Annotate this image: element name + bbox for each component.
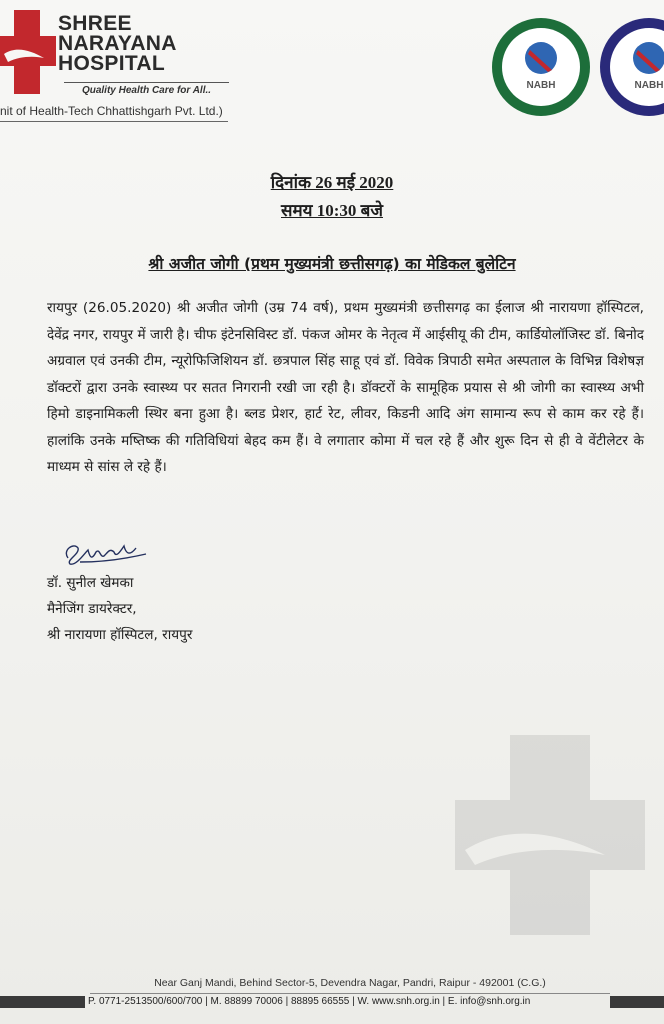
badge-label: NABH — [634, 80, 664, 91]
hospital-name-line-3: HOSPITAL — [58, 52, 166, 75]
signatory-organization: श्री नारायणा हॉस्पिटल, रायपुर — [47, 627, 193, 643]
bulletin-subject: श्री अजीत जोगी (प्रथम मुख्यमंत्री छत्तीसगढ़) का मेडिकल बुलेटिन — [148, 255, 516, 273]
hospital-name — [58, 14, 177, 74]
hospital-name-line-1: SHREE — [58, 12, 132, 35]
company-unit-line: nit of Health-Tech Chhattishgarh Pvt. Ltd.) — [0, 104, 223, 118]
cross-watermark-icon — [455, 735, 645, 935]
hospital-cross-logo — [0, 10, 56, 94]
hospital-name-line-2: NARAYANA — [58, 32, 177, 55]
footer-bar-left — [0, 996, 85, 1008]
bulletin-body: रायपुर (26.05.2020) श्री अजीत जोगी (उम्र 74 वर्ष), प्रथम मुख्यमंत्री छत्तीसगढ़ का ईलाज श्री नारायणा हॉस्पिटल, देवेंद्र नगर, रायपुर में जारी है। चीफ इंटेनसिविस्ट डॉ. पंकज ओमर के नेतृत्व में आईसीयू की टीम, कार्डियोलॉजिस्ट डॉ. बिनोद अग्रवाल एवं उनकी टीम, न्यूरोफिजिशियन डॉ. छत्रपाल सिंह साहू एवं डॉ. विवेक त्रिपाठी समेत अस्पताल के विभिन्न विशेषज्ञ डॉक्टरों द्वारा उनके स्वास्थ्य पर सतत निगरानी रखी जा रही है। डॉक्टरों के सामूहिक प्रयास से श्री जोगी का स्वास्थ्य अभी हिमो डाइनामिकली स्थिर बना हुआ है। ब्लड प्रेशर, हार्ट रेट, लीवर, किडनी आदि अंग सामान्य रूप से काम कर रहे हैं। हालांकि उनके मष्तिष्क की गतिविधियां बेहद कम हैं। वे लगातार कोमा में चल रहे हैं और शुरू दिन से ही वे वेंटीलेटर के माध्यम से सांस ले रहे हैं। — [47, 300, 644, 475]
footer-bar-right — [610, 996, 664, 1008]
badge-label: NABH — [526, 80, 556, 91]
footer-contact: P. 0771-2513500/600/700 | M. 88899 70006 | 88895 66555 | W. www.snh.org.in | E. info@snh.org.in — [88, 996, 531, 1007]
nabh-entry-level-badge — [600, 18, 664, 116]
medical-emblem-icon — [502, 28, 580, 78]
medical-emblem-icon — [610, 28, 664, 78]
bulletin-date: दिनांक 26 मई 2020 — [270, 173, 394, 192]
bulletin-time: समय 10:30 बजे — [281, 201, 383, 220]
footer-divider — [90, 993, 610, 994]
signatory-name: डॉ. सुनील खेमका — [47, 575, 134, 591]
hospital-tagline: Quality Health Care for All.. — [64, 82, 229, 98]
signatory-designation: मैनेजिंग डायरेक्टर, — [47, 601, 137, 617]
nabh-accreditation-badge — [492, 18, 590, 116]
handwritten-signature — [60, 532, 148, 568]
footer-address: Near Ganj Mandi, Behind Sector-5, Devendra Nagar, Pandri, Raipur - 492001 (C.G.) — [154, 977, 546, 989]
header-divider — [0, 121, 228, 122]
